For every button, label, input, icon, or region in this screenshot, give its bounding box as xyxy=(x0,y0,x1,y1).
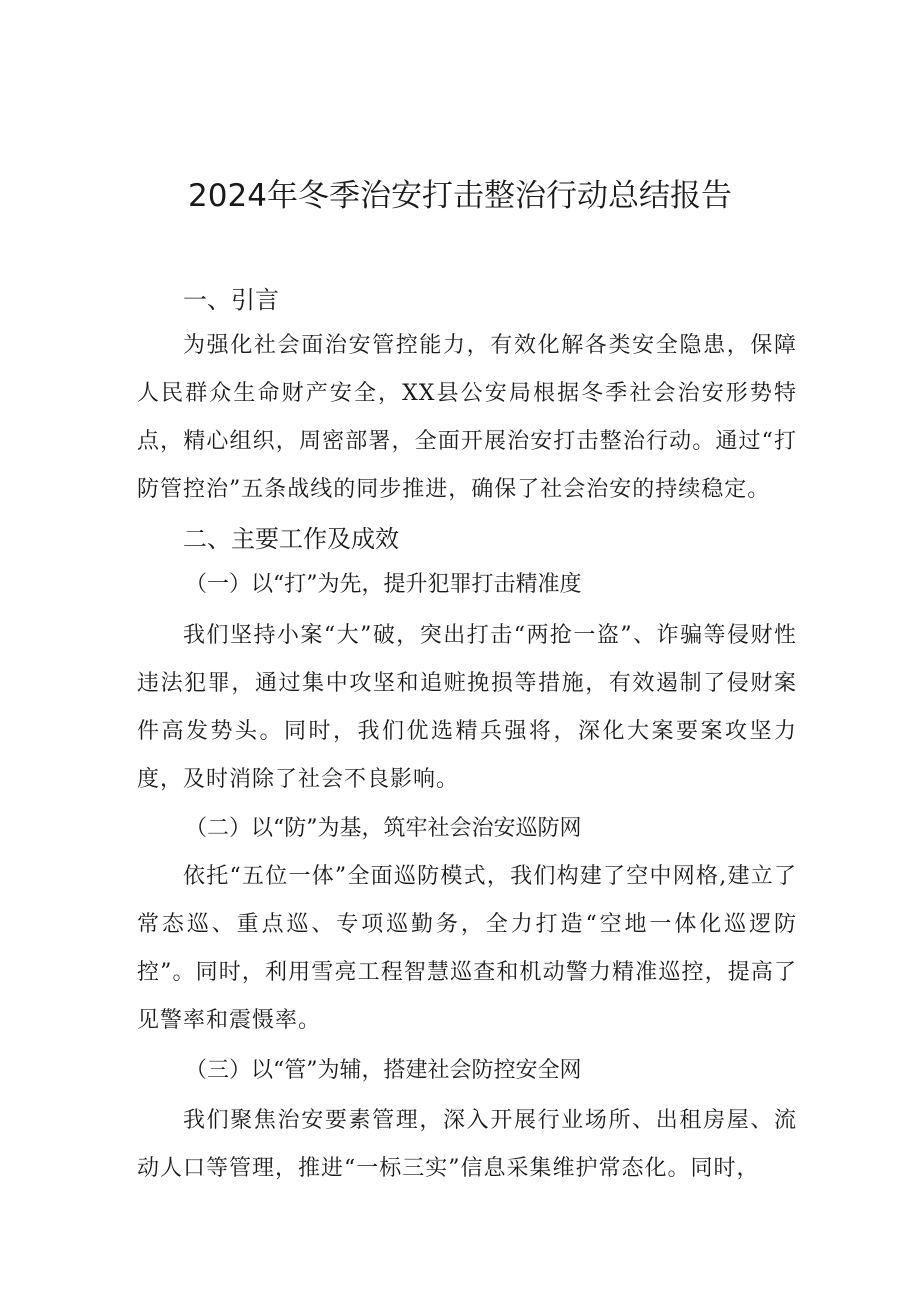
document-title: 2024年冬季治安打击整治行动总结报告 xyxy=(188,178,732,214)
subsection-heading-strike: （一）以“打”为先，提升犯罪打击精准度 xyxy=(185,572,582,597)
section-heading-introduction: 一、引言 xyxy=(183,286,279,314)
subsection-heading-prevention: （二）以“防”为基，筑牢社会治安巡防网 xyxy=(185,816,582,841)
introduction-paragraph: 为强化社会面治安管控能力，有效化解各类安全隐患，保障人民群众生命财产安全，XX县公安局根据冬季社会治安形势特点，精心组织，周密部署，全面开展治安打击整治行动。通过“打防管控治”五条战线的同步推进，确保了社会治安的持续稳定。 xyxy=(137,333,797,502)
prevention-paragraph: 依托“五位一体”全面巡防模式，我们构建了空中网格,建立了常态巡、重点巡、专项巡勤务，全力打造“空地一体化巡逻防控”。同时，利用雪亮工程智慧巡查和机动警力精准巡控，提高了见警率和震慑率。 xyxy=(137,864,797,1033)
section-heading-main-work: 二、主要工作及成效 xyxy=(183,525,399,553)
subsection-heading-management: （三）以“管”为辅，搭建社会防控安全网 xyxy=(185,1058,582,1083)
strike-paragraph: 我们坚持小案“大”破，突出打击“两抢一盗”、诈骗等侵财性违法犯罪，通过集中攻坚和追赃挽损等措施，有效遏制了侵财案件高发势头。同时，我们优选精兵强将，深化大案要案攻坚力度，及时消除了社会不良影响。 xyxy=(137,623,797,792)
management-paragraph: 我们聚焦治安要素管理，深入开展行业场所、出租房屋、流动人口等管理，推进“一标三实”信息采集维护常态化。同时， xyxy=(137,1108,797,1181)
